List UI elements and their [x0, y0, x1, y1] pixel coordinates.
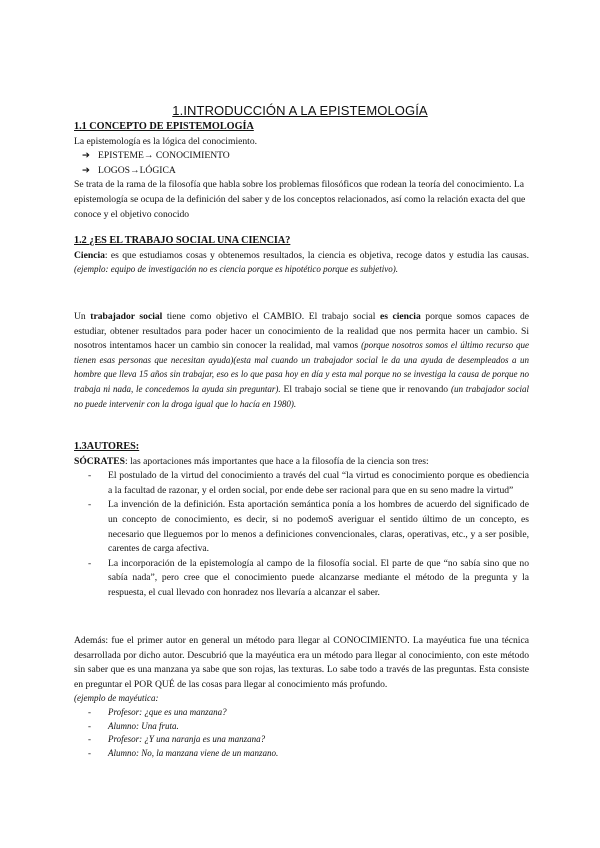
list-item: ➔ EPISTEME→ CONOCIMIENTO	[74, 149, 529, 164]
section-heading-1-1: 1.1 CONCEPTO DE EPISTEMOLOGÍA	[74, 121, 254, 132]
list-item: - Alumno: Una fruta.	[88, 720, 179, 731]
socrates-list	[74, 469, 529, 600]
term-ciencia: Ciencia	[74, 249, 105, 261]
intro-text: La epistemología es la lógica del conocimiento.	[74, 135, 258, 147]
section-concepto	[74, 120, 529, 222]
paragraph-ciencia: Ciencia: es que estudiamos cosas y obtenemos resultados, la ciencia es objetiva, recoge datos y estudia las causas. (ejemplo: equipo de investigación no es ciencia porque es hipotético porque es subjetivo).	[74, 249, 529, 275]
list-item: - Profesor: ¿que es una manzana?	[88, 706, 227, 717]
paragraph-trabajador: Un trabajador social tiene como objetivo el CAMBIO. El trabajo social es ciencia porque somos capaces de estudiar, obtener resultados para poder hacer un conocimiento de la realidad que nos permita hacer un cambio. Si nosotros intentamos hacer un cambio sin conocer la realidad, mal vamos (porque nosotros somos el último recurso que tienen esas personas que necesitan ayuda)(esta mal cuando un trabajador social le da una ayuda de desempleados a un hombre que lleva 15 años sin trabajar, eso es lo que pasa hoy en día y esta mal porque no se investiga la causa de porque no trabaja ni nada, le concedemos la ayuda sin preguntar). El trabajo social se tiene que ir renovando (un trabajador social no puede intervenir con la droga igual que lo hacía en 1980).	[74, 311, 529, 409]
arrow-list	[74, 149, 529, 178]
section-heading-1-3: 1.3AUTORES:	[74, 441, 140, 452]
section-heading-1-2: 1.2 ¿ES EL TRABAJO SOCIAL UNA CIENCIA?	[74, 235, 291, 246]
section-trabajo-social	[74, 234, 529, 278]
arrow-icon: ➔	[82, 164, 91, 176]
list-item: ➔ LOGOS→LÓGICA	[74, 164, 529, 179]
list-item: - La invención de la definición. Esta aportación semántica ponía a los hombres de acuerdo del significado de un concepto de conocimiento, es decir, si no podemoS averiguar el sentido último de un concepto, es necesario que lleguemos por lo menos a definiciones convencionales, claras, operativas, etc., y a ser posible, carentes de carga afectiva.	[88, 499, 529, 555]
arrow-icon: ➔	[82, 150, 91, 162]
list-item: - Alumno: No, la manzana viene de un manzano.	[88, 747, 279, 758]
example-title: (ejemplo de mayéutica:	[74, 693, 159, 704]
page-title: 1.INTRODUCCIÓN A LA EPISTEMOLOGÍA	[172, 103, 428, 118]
list-item: - La incorporación de la epistemología al campo de la filosofía social. El parte de que “no sabía sino que no sabía nada”, pero cree que el conocimiento puede alcanzarse mediante el método de la pregunta y la respuesta, el cual llevado con honradez nos llevaría a alcanzar el saber.	[88, 557, 529, 598]
paragraph: Se trata de la rama de la filosofía que habla sobre los problemas filosóficos que rodean la teoría del conocimiento. La epistemología se ocupa de la definición del saber y de los conceptos relacionados, así como la relación exacta del que conoce y el objetivo conocido	[74, 179, 526, 220]
dialogue-list	[74, 706, 529, 760]
section-autores	[74, 440, 529, 601]
list-item: - Profesor: ¿Y una naranja es una manzana?	[88, 734, 266, 745]
paragraph-ademas: Además: fue el primer autor en general un método para llegar al CONOCIMIENTO. La mayéutica fue una técnica desarrollada por dicho autor. Descubrió que la mayéutica era un método para llegar al conocimiento, con este método sin saber que es una manzana ya sabe que son rojas, las texturas. Lo sabe todo a través de las preguntas. Esta consiste en preguntar el POR QUÉ de las cosas para llegar al conocimiento más profundo. (ejemplo de mayéutica: - Profesor: ¿que es una manzana? - Alumno: Una fruta. - Profesor: ¿Y una naranja es una manzana? - Alumno: No, la manzana viene de un manzano.	[74, 634, 529, 760]
list-item: - El postulado de la virtud del conocimiento a través del cual “la virtud es conocimiento porque es obediencia a la facultad de razonar, y el orden social, por ende debe ser racional para que en su seno madre la virtud”	[88, 470, 529, 496]
socrates-intro: SÓCRATES: las aportaciones más importantes que hace a la filosofía de la ciencia son tres:	[74, 455, 429, 467]
